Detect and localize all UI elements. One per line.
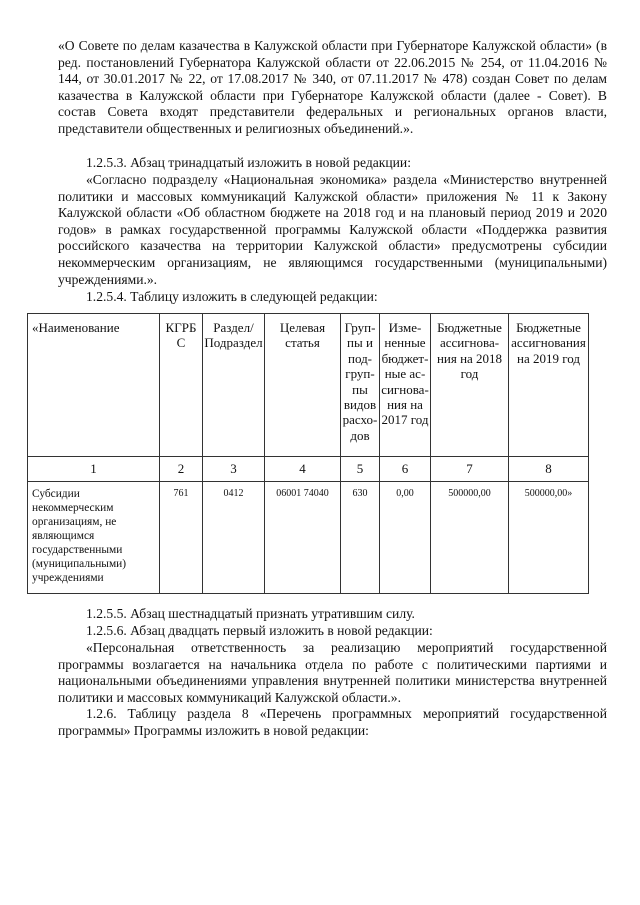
table-number-row [28,457,589,482]
col-number: 4 [265,457,341,482]
cell-2019: 500000,00» [509,482,589,594]
paragraph-subsidy-text: «Согласно подразделу «Национальная экономика» раздела «Министерство внутренней политики и массовых коммуникаций Калужской области» приложения № 11 к Закону Калужской области «Об областном бюджете на 2018 год и на плановый период 2019 и 2020 годов» в рамках государственной программы Калужской области «Поддержка развития российского казачества на территории Калужской области» предусмотрены субсидии некоммерческим организациям, не являющимся государственными (муниципальными) учреждениями.». [58,172,607,287]
col-number: 7 [431,457,509,482]
header-section: Раздел/ Подраздел [203,314,265,457]
paragraph-1-2-6: 1.2.6. Таблицу раздела 8 «Перечень программных мероприятий государственной программы» Программы изложить в новой редакции: [58,706,607,738]
paragraph-1-2-5-5: 1.2.5.5. Абзац шестнадцатый признать утратившим силу. [86,606,415,621]
table-header-row [28,314,589,457]
header-2017: Изме- ненные бюджет- ные ас- сигнова- ния на 2017 год [380,314,431,457]
table-row [28,482,589,594]
header-2019: Бюджетные ассигнования на 2019 год [509,314,589,457]
cell-2018: 500000,00 [431,482,509,594]
cell-target-article: 06001 74040 [265,482,341,594]
cell-expense-group: 630 [341,482,380,594]
cell-2017: 0,00 [380,482,431,594]
budget-table [27,313,589,594]
cell-name: Субсидии некоммерческим организациям, не являющимся государственными (муниципальными) учреждениями [28,482,160,594]
col-number: 1 [28,457,160,482]
paragraph-1-2-5-3: 1.2.5.3. Абзац тринадцатый изложить в новой редакции: [86,155,411,170]
header-expense-groups: Груп- пы и под- груп- пы видов расхо- дов [341,314,380,457]
cell-kgrbs: 761 [160,482,203,594]
cell-section: 0412 [203,482,265,594]
paragraph-council-decree: «О Совете по делам казачества в Калужской области при Губернаторе Калужской области» (в ред. постановлений Губернатора Калужской области от 22.06.2015 № 254, от 11.04.2016 № 144, от 30.01.2017 № 22, от 17.08.2017 № 340, от 07.11.2017 № 478) создан Совет по делам казачества в Калужской области при Губернаторе Калужской области (далее - Совет). В состав Совета входят представители федеральных и региональных органов власти, представители общественных и религиозных объединений.». [58,38,607,136]
header-kgrbs: КГРБ С [160,314,203,457]
paragraph-1-2-5-4: 1.2.5.4. Таблицу изложить в следующей редакции: [86,289,378,304]
col-number: 5 [341,457,380,482]
header-2018: Бюджетные ассигнова- ния на 2018 год [431,314,509,457]
paragraph-1-2-5-6: 1.2.5.6. Абзац двадцать первый изложить в новой редакции: [86,623,433,638]
col-number: 3 [203,457,265,482]
col-number: 8 [509,457,589,482]
col-number: 2 [160,457,203,482]
paragraph-responsibility: «Персональная ответственность за реализацию мероприятий государственной программы возлагается на начальника отдела по работе с политическими партиями и национальными объединениями управления внутренней политики министерства внутренней политики и массовых коммуникаций Калужской области.». [58,640,607,705]
header-name: «Наименование [28,314,160,457]
header-target-article: Целевая статья [265,314,341,457]
col-number: 6 [380,457,431,482]
